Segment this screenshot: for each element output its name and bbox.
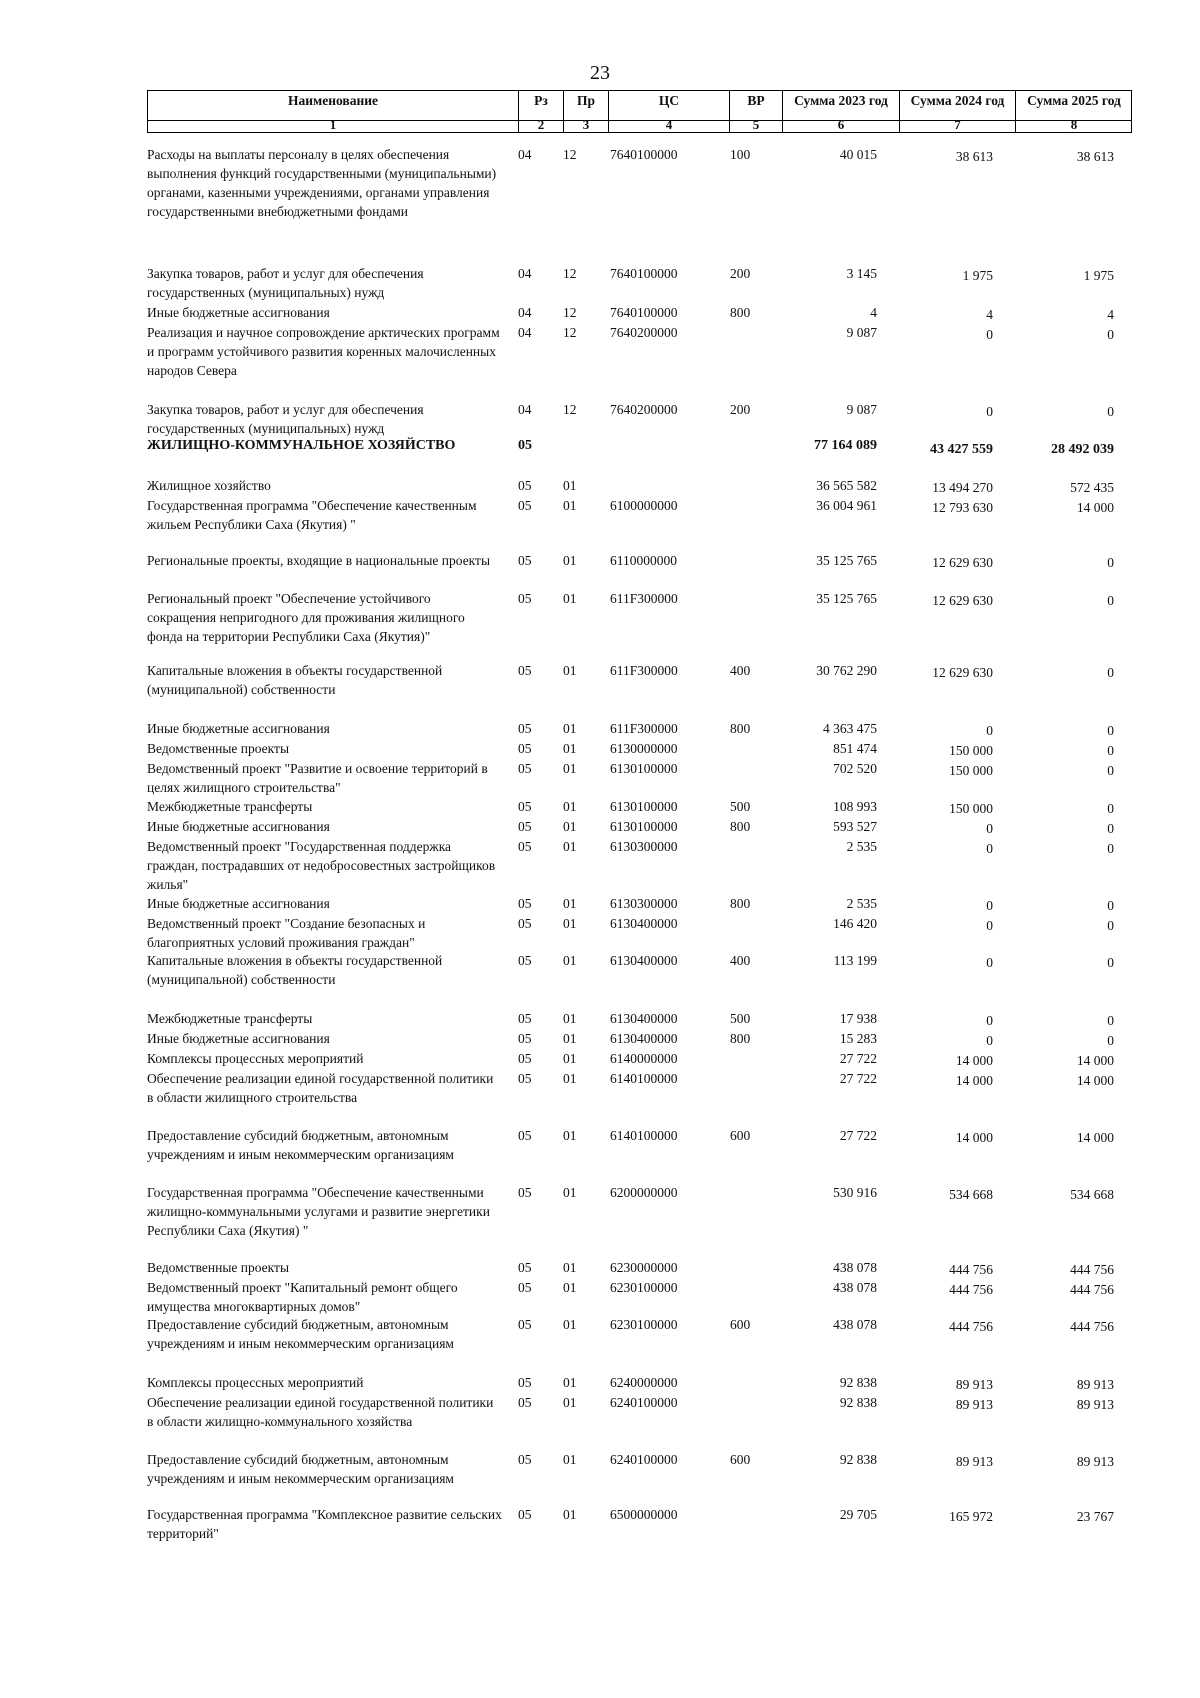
row-cs: 6240100000 [610, 1452, 678, 1467]
row-pr: 01 [563, 953, 577, 968]
row-sum-2023: 35 125 765 [816, 591, 877, 606]
row-sum-2023: 77 164 089 [814, 438, 877, 453]
row-sum-2024: 150 000 [949, 801, 993, 816]
row-rz: 05 [518, 1011, 532, 1026]
row-name: Комплексы процессных мероприятий [147, 1051, 364, 1066]
row-rz: 04 [518, 305, 532, 320]
row-name: Иные бюджетные ассигнования [147, 896, 330, 911]
row-sum-2023: 4 [870, 305, 877, 320]
row-sum-2025: 0 [1107, 723, 1114, 738]
row-name: Межбюджетные трансферты [147, 1011, 313, 1026]
row-sum-2023: 92 838 [839, 1375, 877, 1390]
row-sum-2025: 0 [1107, 1013, 1114, 1028]
row-rz: 05 [518, 819, 532, 834]
row-sum-2024: 38 613 [955, 149, 993, 164]
row-sum-2023: 3 145 [846, 266, 877, 281]
row-pr: 01 [563, 761, 577, 776]
row-pr: 01 [563, 498, 577, 513]
row-sum-2024: 150 000 [949, 763, 993, 778]
row-sum-2024: 0 [986, 723, 993, 738]
row-rz: 05 [518, 438, 532, 453]
row-cs: 6130100000 [610, 799, 678, 814]
row-name: Региональные проекты, входящие в национальные проекты [147, 553, 491, 568]
row-rz: 04 [518, 402, 532, 417]
row-name: Иные бюджетные ассигнования [147, 305, 330, 320]
row-cs: 611F300000 [610, 591, 678, 606]
row-sum-2023: 108 993 [833, 799, 877, 814]
row-name: Ведомственный проект "Государственная поддержка граждан, пострадавших от недобросовестных застройщиков жилья" [147, 839, 496, 892]
row-sum-2023: 851 474 [833, 741, 877, 756]
row-sum-2023: 27 722 [839, 1128, 877, 1143]
row-sum-2024: 12 793 630 [932, 500, 993, 515]
row-sum-2024: 12 629 630 [932, 593, 993, 608]
row-sum-2023: 593 527 [833, 819, 877, 834]
row-pr: 12 [563, 325, 577, 340]
row-vr: 500 [730, 1011, 751, 1026]
header-pr: Пр 3 [563, 91, 608, 132]
row-pr: 01 [563, 1185, 577, 1200]
row-rz: 05 [518, 1260, 532, 1275]
row-vr: 800 [730, 1031, 751, 1046]
row-sum-2025: 444 756 [1070, 1282, 1114, 1297]
row-sum-2025: 534 668 [1070, 1187, 1114, 1202]
row-cs: 6110000000 [610, 553, 677, 568]
row-vr: 100 [730, 147, 751, 162]
page-number: 23 [590, 62, 610, 84]
row-pr: 01 [563, 1507, 577, 1522]
row-pr: 01 [563, 1280, 577, 1295]
row-pr: 12 [563, 402, 577, 417]
row-sum-2024: 150 000 [949, 743, 993, 758]
row-cs: 6200000000 [610, 1185, 678, 1200]
header-rz: Рз 2 [518, 91, 563, 132]
row-rz: 05 [518, 953, 532, 968]
row-sum-2025: 0 [1107, 841, 1114, 856]
row-sum-2024: 89 913 [955, 1454, 993, 1469]
row-name: Государственная программа "Обеспечение качественными жилищно-коммунальными услугами и развитие энергетики Республики Саха (Якутия) " [147, 1185, 490, 1238]
row-cs: 6130300000 [610, 839, 678, 854]
row-rz: 05 [518, 1507, 532, 1522]
row-vr: 600 [730, 1317, 751, 1332]
row-sum-2023: 438 078 [833, 1260, 877, 1275]
row-pr: 01 [563, 1260, 577, 1275]
row-sum-2023: 2 535 [846, 839, 877, 854]
row-cs: 6500000000 [610, 1507, 678, 1522]
row-sum-2023: 36 004 961 [816, 498, 877, 513]
header-cs: ЦС 4 [608, 91, 729, 132]
header-name: Наименование 1 [147, 91, 518, 132]
row-sum-2024: 444 756 [949, 1262, 993, 1277]
row-rz: 04 [518, 266, 532, 281]
row-sum-2025: 28 492 039 [1051, 442, 1114, 457]
row-cs: 6130400000 [610, 916, 678, 931]
row-rz: 05 [518, 1317, 532, 1332]
row-sum-2025: 0 [1107, 404, 1114, 419]
row-vr: 200 [730, 402, 751, 417]
row-vr: 800 [730, 305, 751, 320]
row-sum-2023: 36 565 582 [816, 478, 877, 493]
row-sum-2025: 38 613 [1076, 149, 1114, 164]
row-pr: 01 [563, 799, 577, 814]
row-sum-2025: 89 913 [1076, 1454, 1114, 1469]
row-pr: 01 [563, 1395, 577, 1410]
row-name: Комплексы процессных мероприятий [147, 1375, 364, 1390]
row-name: Предоставление субсидий бюджетным, автономным учреждениям и иным некоммерческим организациям [147, 1317, 454, 1351]
row-sum-2024: 0 [986, 955, 993, 970]
row-name: Обеспечение реализации единой государственной политики в области жилищного строительства [147, 1071, 494, 1105]
row-sum-2023: 2 535 [846, 896, 877, 911]
row-sum-2023: 4 363 475 [823, 721, 877, 736]
row-sum-2025: 89 913 [1076, 1397, 1114, 1412]
row-pr: 01 [563, 1031, 577, 1046]
row-sum-2024: 89 913 [955, 1397, 993, 1412]
row-rz: 05 [518, 1031, 532, 1046]
row-sum-2023: 30 762 290 [816, 663, 877, 678]
row-rz: 05 [518, 498, 532, 513]
row-vr: 800 [730, 896, 751, 911]
row-vr: 800 [730, 721, 751, 736]
row-rz: 05 [518, 916, 532, 931]
row-name: Государственная программа "Обеспечение качественным жильем Республики Саха (Якутия) " [147, 498, 477, 532]
row-sum-2025: 444 756 [1070, 1319, 1114, 1334]
row-pr: 01 [563, 591, 577, 606]
row-pr: 01 [563, 553, 577, 568]
row-rz: 05 [518, 839, 532, 854]
row-sum-2025: 0 [1107, 327, 1114, 342]
row-sum-2025: 14 000 [1076, 1130, 1114, 1145]
row-vr: 600 [730, 1452, 751, 1467]
row-sum-2025: 0 [1107, 821, 1114, 836]
row-rz: 04 [518, 147, 532, 162]
row-cs: 7640100000 [610, 266, 678, 281]
row-cs: 7640100000 [610, 305, 678, 320]
row-rz: 05 [518, 761, 532, 776]
row-cs: 6240000000 [610, 1375, 678, 1390]
row-rz: 05 [518, 741, 532, 756]
row-name: Иные бюджетные ассигнования [147, 1031, 330, 1046]
row-sum-2025: 0 [1107, 593, 1114, 608]
row-pr: 01 [563, 896, 577, 911]
row-rz: 05 [518, 1051, 532, 1066]
row-sum-2025: 444 756 [1070, 1262, 1114, 1277]
row-sum-2025: 0 [1107, 1033, 1114, 1048]
row-pr: 01 [563, 1011, 577, 1026]
row-rz: 04 [518, 325, 532, 340]
row-sum-2023: 29 705 [839, 1507, 877, 1522]
row-pr: 12 [563, 266, 577, 281]
row-sum-2024: 0 [986, 327, 993, 342]
row-sum-2024: 444 756 [949, 1319, 993, 1334]
row-rz: 05 [518, 1395, 532, 1410]
row-name: Ведомственные проекты [147, 741, 290, 756]
row-cs: 6130400000 [610, 1031, 678, 1046]
row-sum-2025: 0 [1107, 743, 1114, 758]
row-rz: 05 [518, 799, 532, 814]
row-pr: 01 [563, 478, 577, 493]
row-name: Жилищное хозяйство [147, 478, 271, 493]
row-rz: 05 [518, 553, 532, 568]
row-sum-2024: 0 [986, 1033, 993, 1048]
row-vr: 400 [730, 663, 751, 678]
row-name: Реализация и научное сопровождение арктических программ и программ устойчивого развития коренных малочисленных народов Севера [147, 325, 500, 378]
row-sum-2024: 89 913 [955, 1377, 993, 1392]
row-sum-2024: 14 000 [955, 1053, 993, 1068]
row-rz: 05 [518, 1452, 532, 1467]
row-sum-2024: 0 [986, 898, 993, 913]
row-rz: 05 [518, 1185, 532, 1200]
row-sum-2025: 0 [1107, 665, 1114, 680]
row-sum-2023: 530 916 [833, 1185, 877, 1200]
row-cs: 6130400000 [610, 1011, 678, 1026]
row-sum-2024: 14 000 [955, 1073, 993, 1088]
row-pr: 01 [563, 741, 577, 756]
row-sum-2023: 9 087 [846, 325, 877, 340]
row-name: Ведомственный проект "Создание безопасных и благоприятных условий проживания граждан" [147, 916, 426, 950]
row-sum-2025: 572 435 [1070, 480, 1114, 495]
row-sum-2024: 0 [986, 841, 993, 856]
row-sum-2023: 92 838 [839, 1395, 877, 1410]
row-name: Государственная программа "Комплексное развитие сельских территорий" [147, 1507, 502, 1541]
row-sum-2025: 89 913 [1076, 1377, 1114, 1392]
row-cs: 6130100000 [610, 819, 678, 834]
row-cs: 7640200000 [610, 402, 678, 417]
row-cs: 611F300000 [610, 663, 678, 678]
row-sum-2023: 92 838 [839, 1452, 877, 1467]
row-vr: 200 [730, 266, 751, 281]
row-sum-2024: 12 629 630 [932, 665, 993, 680]
row-sum-2025: 14 000 [1076, 1053, 1114, 1068]
row-sum-2023: 438 078 [833, 1280, 877, 1295]
row-rz: 05 [518, 721, 532, 736]
row-vr: 600 [730, 1128, 751, 1143]
row-name: Закупка товаров, работ и услуг для обеспечения государственных (муниципальных) нужд [147, 402, 424, 436]
row-name: Ведомственные проекты [147, 1260, 290, 1275]
row-pr: 12 [563, 305, 577, 320]
row-cs: 7640100000 [610, 147, 678, 162]
row-sum-2024: 0 [986, 1013, 993, 1028]
row-sum-2023: 15 283 [839, 1031, 877, 1046]
row-sum-2025: 0 [1107, 898, 1114, 913]
row-sum-2023: 35 125 765 [816, 553, 877, 568]
row-cs: 6130000000 [610, 741, 678, 756]
header-vr: ВР 5 [729, 91, 782, 132]
row-vr: 500 [730, 799, 751, 814]
row-sum-2024: 165 972 [949, 1509, 993, 1524]
row-pr: 01 [563, 1452, 577, 1467]
row-rz: 05 [518, 1071, 532, 1086]
header-sum-2024: Сумма 2024 год 7 [899, 91, 1015, 132]
row-sum-2025: 14 000 [1076, 1073, 1114, 1088]
row-sum-2025: 0 [1107, 801, 1114, 816]
row-sum-2024: 0 [986, 404, 993, 419]
row-cs: 6130100000 [610, 761, 678, 776]
row-cs: 6130300000 [610, 896, 678, 911]
row-cs: 7640200000 [610, 325, 678, 340]
row-name: Предоставление субсидий бюджетным, автономным учреждениям и иным некоммерческим организациям [147, 1128, 454, 1162]
row-sum-2023: 438 078 [833, 1317, 877, 1332]
row-cs: 6230100000 [610, 1317, 678, 1332]
row-sum-2024: 534 668 [949, 1187, 993, 1202]
row-cs: 6140100000 [610, 1128, 678, 1143]
row-sum-2023: 17 938 [839, 1011, 877, 1026]
row-sum-2025: 14 000 [1076, 500, 1114, 515]
row-rz: 05 [518, 1375, 532, 1390]
row-sum-2025: 23 767 [1076, 1509, 1114, 1524]
row-pr: 01 [563, 839, 577, 854]
row-sum-2024: 444 756 [949, 1282, 993, 1297]
row-pr: 01 [563, 819, 577, 834]
row-sum-2025: 0 [1107, 918, 1114, 933]
row-pr: 01 [563, 721, 577, 736]
row-sum-2023: 702 520 [833, 761, 877, 776]
row-sum-2024: 0 [986, 821, 993, 836]
row-name: Капитальные вложения в объекты государственной (муниципальной) собственности [147, 953, 443, 987]
row-pr: 01 [563, 1375, 577, 1390]
row-sum-2024: 1 975 [962, 268, 993, 283]
row-name: Иные бюджетные ассигнования [147, 819, 330, 834]
row-pr: 12 [563, 147, 577, 162]
row-name: Региональный проект "Обеспечение устойчивого сокращения непригодного для проживания жилищного фонда на территории Республики Саха (Якутия)" [147, 591, 465, 644]
row-sum-2025: 0 [1107, 763, 1114, 778]
row-cs: 6100000000 [610, 498, 678, 513]
row-cs: 6240100000 [610, 1395, 678, 1410]
row-sum-2024: 14 000 [955, 1130, 993, 1145]
row-name: Обеспечение реализации единой государственной политики в области жилищно-коммунального хозяйства [147, 1395, 494, 1429]
row-name: Ведомственный проект "Развитие и освоение территорий в целях жилищного строительства" [147, 761, 488, 795]
row-rz: 05 [518, 1280, 532, 1295]
row-sum-2024: 43 427 559 [930, 442, 993, 457]
row-sum-2024: 12 629 630 [932, 555, 993, 570]
row-rz: 05 [518, 896, 532, 911]
row-cs: 6140000000 [610, 1051, 678, 1066]
row-name: Межбюджетные трансферты [147, 799, 313, 814]
row-name: Закупка товаров, работ и услуг для обеспечения государственных (муниципальных) нужд [147, 266, 424, 300]
header-sum-2023: Сумма 2023 год 6 [782, 91, 899, 132]
row-name: ЖИЛИЩНО-КОММУНАЛЬНОЕ ХОЗЯЙСТВО [147, 438, 456, 453]
row-pr: 01 [563, 1071, 577, 1086]
row-name: Расходы на выплаты персоналу в целях обеспечения выполнения функций государственными (муниципальными) органами, казенными учреждениями, органами управления государственными внебюджетными фондами [147, 147, 497, 219]
row-rz: 05 [518, 591, 532, 606]
row-sum-2025: 4 [1107, 307, 1114, 322]
row-sum-2024: 0 [986, 918, 993, 933]
row-pr: 01 [563, 1051, 577, 1066]
row-sum-2025: 0 [1107, 555, 1114, 570]
row-sum-2023: 40 015 [839, 147, 877, 162]
row-sum-2024: 13 494 270 [932, 480, 993, 495]
row-sum-2025: 1 975 [1083, 268, 1114, 283]
row-sum-2023: 9 087 [846, 402, 877, 417]
row-vr: 400 [730, 953, 751, 968]
row-cs: 6130400000 [610, 953, 678, 968]
row-pr: 01 [563, 916, 577, 931]
row-cs: 6230100000 [610, 1280, 678, 1295]
row-rz: 05 [518, 663, 532, 678]
row-pr: 01 [563, 1128, 577, 1143]
row-rz: 05 [518, 1128, 532, 1143]
row-vr: 800 [730, 819, 751, 834]
row-name: Ведомственный проект "Капитальный ремонт общего имущества многоквартирных домов" [147, 1280, 458, 1314]
row-sum-2023: 27 722 [839, 1071, 877, 1086]
row-sum-2025: 0 [1107, 955, 1114, 970]
row-cs: 611F300000 [610, 721, 678, 736]
row-sum-2023: 27 722 [839, 1051, 877, 1066]
row-cs: 6230000000 [610, 1260, 678, 1275]
row-name: Капитальные вложения в объекты государственной (муниципальной) собственности [147, 663, 443, 697]
row-rz: 05 [518, 478, 532, 493]
row-cs: 6140100000 [610, 1071, 678, 1086]
row-sum-2023: 146 420 [833, 916, 877, 931]
row-name: Предоставление субсидий бюджетным, автономным учреждениям и иным некоммерческим организациям [147, 1452, 454, 1486]
row-sum-2023: 113 199 [833, 953, 877, 968]
row-pr: 01 [563, 663, 577, 678]
row-pr: 01 [563, 1317, 577, 1332]
header-sum-2025: Сумма 2025 год 8 [1015, 91, 1132, 132]
row-sum-2024: 4 [986, 307, 993, 322]
row-name: Иные бюджетные ассигнования [147, 721, 330, 736]
